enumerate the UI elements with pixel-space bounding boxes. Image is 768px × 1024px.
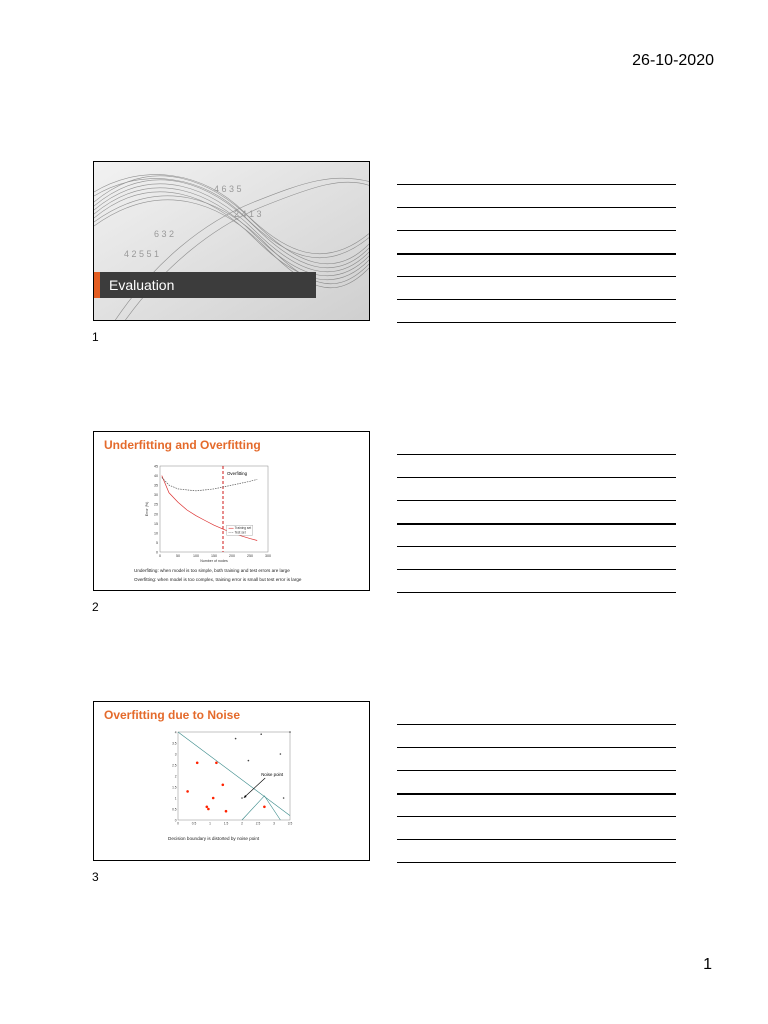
slide-thumbnail-2[interactable] <box>93 431 370 591</box>
note-line <box>397 523 676 525</box>
red-data-point <box>225 810 228 813</box>
error-vs-nodes-chart <box>142 460 272 568</box>
dot-data-point <box>283 797 285 799</box>
y-tick-label: 2.5 <box>172 763 177 768</box>
y-tick-label: 3 <box>174 752 177 757</box>
note-line <box>397 207 676 208</box>
y-tick-label: 4 <box>174 730 177 735</box>
y-tick-label: 0.5 <box>172 807 177 812</box>
note-line <box>397 724 676 725</box>
y-tick-label: 25 <box>154 502 158 507</box>
dot-data-point <box>241 797 243 799</box>
noise-arrow <box>245 778 266 797</box>
note-line <box>397 793 676 795</box>
note-line <box>397 592 676 593</box>
note-line <box>397 569 676 570</box>
svg-text:4 2 5 5 1: 4 2 5 5 1 <box>124 249 160 259</box>
x-tick-label: 200 <box>229 554 235 558</box>
red-data-point <box>212 797 215 800</box>
x-axis-label: Number of nodes <box>200 559 228 563</box>
note-line <box>397 184 676 185</box>
svg-text:4 6 3 5: 4 6 3 5 <box>214 184 242 194</box>
y-axis-label: Error (%) <box>145 501 149 517</box>
caption-overfitting: Overfitting: when model is too complex, training error is small but test error is large <box>134 577 302 582</box>
x-tick-label: 0.5 <box>191 821 197 826</box>
note-line <box>397 839 676 840</box>
note-line <box>397 454 676 455</box>
slide-title: Underfitting and Overfitting <box>104 438 261 452</box>
red-data-point <box>196 762 199 765</box>
y-tick-label: 1.5 <box>172 785 177 790</box>
slide-title: Evaluation <box>109 277 175 293</box>
dot-data-point <box>248 760 250 762</box>
title-accent <box>94 272 100 298</box>
slide-number: 1 <box>92 330 99 344</box>
note-line <box>397 546 676 547</box>
x-tick-label: 0 <box>159 554 161 558</box>
slide-thumbnail-1[interactable] <box>93 161 370 321</box>
test-error-line <box>162 478 257 491</box>
x-tick-label: 1.5 <box>223 821 229 826</box>
slide-number: 2 <box>92 600 99 614</box>
note-line <box>397 770 676 771</box>
y-tick-label: 20 <box>154 512 158 517</box>
x-tick-label: 2.5 <box>255 821 261 826</box>
x-tick-label: 250 <box>247 554 253 558</box>
slide-number: 3 <box>92 870 99 884</box>
red-data-point <box>263 806 266 809</box>
overfitting-annotation: Overfitting <box>227 471 248 476</box>
x-tick-label: 2 <box>241 821 243 826</box>
note-line <box>397 816 676 817</box>
note-line <box>397 253 676 255</box>
y-tick-label: 40 <box>154 474 158 479</box>
note-line <box>397 477 676 478</box>
dot-data-point <box>260 733 262 735</box>
x-tick-label: 3.5 <box>287 821 293 826</box>
y-tick-label: 5 <box>156 540 158 545</box>
y-tick-label: 0 <box>174 818 177 823</box>
x-tick-label: 50 <box>176 554 180 558</box>
note-line <box>397 500 676 501</box>
dot-data-point <box>280 753 282 755</box>
slide-thumbnail-3[interactable] <box>93 701 370 861</box>
document-date: 26-10-2020 <box>632 52 714 69</box>
note-line <box>397 230 676 231</box>
slide-title: Overfitting due to Noise <box>104 708 241 722</box>
red-data-point <box>206 806 209 809</box>
svg-text:2 4 1 3: 2 4 1 3 <box>234 209 262 219</box>
note-line <box>397 862 676 863</box>
x-tick-label: 150 <box>211 554 217 558</box>
dot-data-point <box>235 738 237 740</box>
y-tick-label: 45 <box>154 464 158 469</box>
legend-label-test: Test set <box>234 530 246 535</box>
noise-point-annotation: Noise point <box>261 772 284 777</box>
legend-label-training: Training set <box>234 526 252 531</box>
note-line <box>397 276 676 277</box>
x-tick-label: 1 <box>209 821 211 826</box>
y-tick-label: 1 <box>174 796 177 801</box>
y-tick-label: 0 <box>156 550 158 555</box>
red-data-point <box>186 790 189 793</box>
note-line <box>397 747 676 748</box>
y-tick-label: 30 <box>154 493 158 498</box>
x-tick-label: 3 <box>273 821 275 826</box>
x-tick-label: 300 <box>265 554 271 558</box>
dot-data-point <box>289 731 291 733</box>
noise-scatter-chart <box>168 728 294 826</box>
y-tick-label: 35 <box>154 483 158 488</box>
svg-text:6 3 2: 6 3 2 <box>154 229 175 239</box>
y-tick-label: 10 <box>154 531 158 536</box>
page-number: 1 <box>703 956 712 973</box>
red-data-point <box>215 762 218 765</box>
red-data-point <box>222 784 225 787</box>
caption-underfitting: Underfitting: when model is too simple, both training and test errors are large <box>134 568 290 573</box>
caption-noise: Decision boundary is distorted by noise point <box>168 836 260 841</box>
note-line <box>397 322 676 323</box>
red-data-point <box>207 808 210 811</box>
x-tick-label: 100 <box>193 554 199 558</box>
x-tick-label: 0 <box>177 821 179 826</box>
y-tick-label: 15 <box>154 521 158 526</box>
y-tick-label: 3.5 <box>172 741 177 746</box>
note-line <box>397 299 676 300</box>
distorted-boundary <box>242 796 280 820</box>
y-tick-label: 2 <box>174 774 177 779</box>
